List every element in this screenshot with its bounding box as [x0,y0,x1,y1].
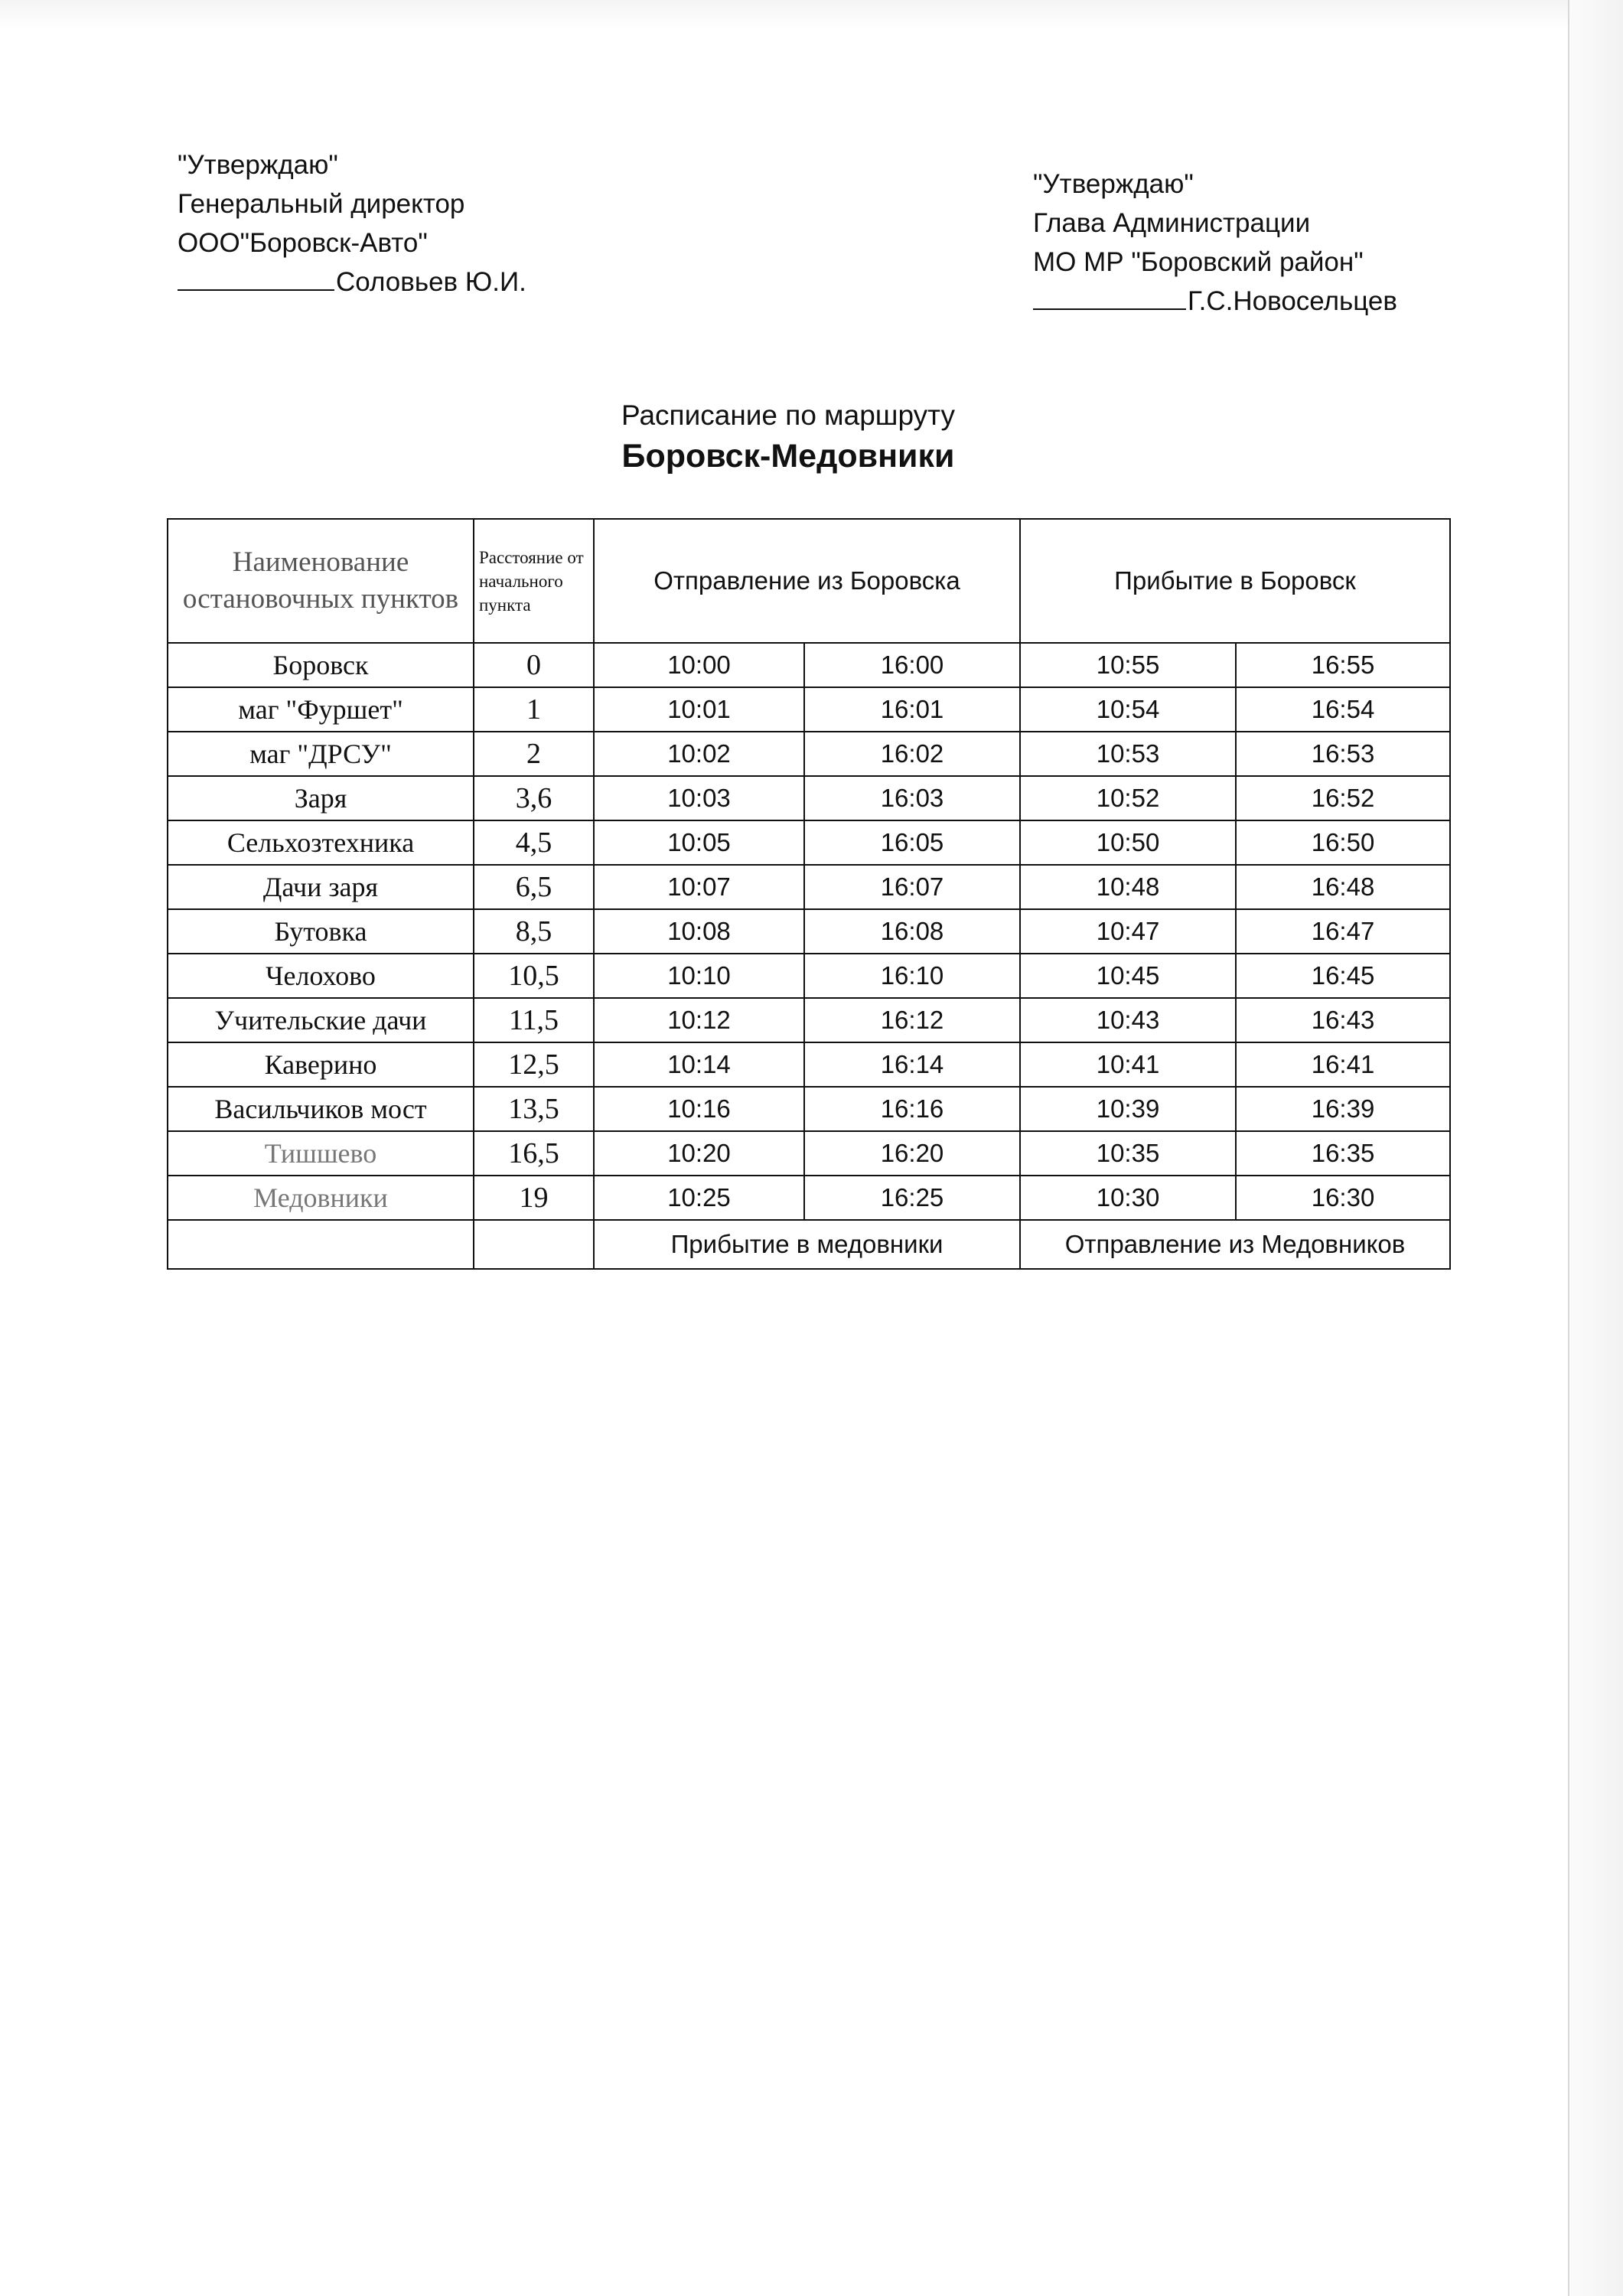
approval-block-left [178,145,526,302]
arrival-time-2: 16:52 [1236,776,1450,820]
header-arrival-borovsk: Прибытие в Боровск [1020,519,1450,643]
stop-name: Тишшево [168,1131,474,1176]
arrival-time-1: 10:30 [1020,1176,1236,1220]
stop-distance: 19 [474,1176,594,1220]
stop-name: Боровск [168,643,474,687]
footer-departure-medovniki: Отправление из Медовников [1020,1220,1450,1269]
arrival-time-2: 16:50 [1236,820,1450,865]
departure-time-2: 16:20 [804,1131,1020,1176]
departure-time-2: 16:08 [804,909,1020,954]
arrival-time-1: 10:41 [1020,1042,1236,1087]
stop-name: Учительские дачи [168,998,474,1042]
table-row [168,732,1450,776]
approval-right-signer: Г.С.Новосельцев [1188,286,1397,316]
stop-distance: 13,5 [474,1087,594,1131]
departure-time-1: 10:08 [594,909,804,954]
stop-name: Челохово [168,954,474,998]
arrival-time-2: 16:35 [1236,1131,1450,1176]
arrival-time-2: 16:41 [1236,1042,1450,1087]
approval-right-position: Глава Администрации [1033,208,1311,238]
departure-time-2: 16:14 [804,1042,1020,1087]
header-departure-borovsk: Отправление из Боровска [594,519,1020,643]
arrival-time-2: 16:48 [1236,865,1450,909]
departure-time-1: 10:20 [594,1131,804,1176]
table-row [168,1176,1450,1220]
departure-time-1: 10:16 [594,1087,804,1131]
arrival-time-2: 16:39 [1236,1087,1450,1131]
footer-arrival-medovniki: Прибытие в медовники [594,1220,1020,1269]
table-row [168,865,1450,909]
departure-time-2: 16:03 [804,776,1020,820]
arrival-time-1: 10:53 [1020,732,1236,776]
departure-time-2: 16:10 [804,954,1020,998]
arrival-time-2: 16:43 [1236,998,1450,1042]
arrival-time-2: 16:45 [1236,954,1450,998]
table-row [168,776,1450,820]
stop-name: Каверино [168,1042,474,1087]
stop-name: маг "Фуршет" [168,687,474,732]
approval-left-approve: "Утверждаю" [178,150,338,180]
footer-empty-cell [474,1220,594,1269]
stop-name: маг "ДРСУ" [168,732,474,776]
arrival-time-1: 10:35 [1020,1131,1236,1176]
arrival-time-1: 10:55 [1020,643,1236,687]
departure-time-1: 10:05 [594,820,804,865]
departure-time-1: 10:07 [594,865,804,909]
arrival-time-1: 10:54 [1020,687,1236,732]
stop-name: Медовники [168,1176,474,1220]
table-row [168,643,1450,687]
departure-time-1: 10:10 [594,954,804,998]
stop-name: Дачи заря [168,865,474,909]
stop-name: Сельхозтехника [168,820,474,865]
schedule-title: Расписание по маршруту [621,400,955,431]
table-footer-row [168,1220,1450,1269]
approval-block-right [1033,165,1397,321]
signature-line [1033,308,1186,310]
approval-left-organization: ООО"Боровск-Авто" [178,228,428,258]
arrival-time-2: 16:53 [1236,732,1450,776]
arrival-time-2: 16:30 [1236,1176,1450,1220]
table-row [168,1042,1450,1087]
departure-time-2: 16:12 [804,998,1020,1042]
approval-right-approve: "Утверждаю" [1033,169,1194,199]
departure-time-1: 10:03 [594,776,804,820]
arrival-time-2: 16:54 [1236,687,1450,732]
departure-time-2: 16:07 [804,865,1020,909]
departure-time-2: 16:02 [804,732,1020,776]
scan-right-edge [1568,0,1623,2296]
table-row [168,687,1450,732]
approval-right-signature [1033,282,1397,321]
approval-right-organization: МО МР "Боровский район" [1033,247,1364,277]
stop-distance: 12,5 [474,1042,594,1087]
arrival-time-1: 10:43 [1020,998,1236,1042]
departure-time-1: 10:00 [594,643,804,687]
approval-left-signature [178,263,526,302]
stop-distance: 0 [474,643,594,687]
departure-time-2: 16:01 [804,687,1020,732]
departure-time-1: 10:02 [594,732,804,776]
arrival-time-2: 16:47 [1236,909,1450,954]
stop-distance: 1 [474,687,594,732]
stop-distance: 10,5 [474,954,594,998]
schedule-table [167,518,1451,1270]
header-distance: Расстояние от начального пункта [474,519,594,643]
stop-name: Заря [168,776,474,820]
departure-time-1: 10:12 [594,998,804,1042]
table-row [168,998,1450,1042]
stop-distance: 3,6 [474,776,594,820]
table-row [168,1087,1450,1131]
arrival-time-1: 10:48 [1020,865,1236,909]
departure-time-1: 10:14 [594,1042,804,1087]
scan-top-shadow [0,0,1623,29]
table-row [168,954,1450,998]
departure-time-2: 16:00 [804,643,1020,687]
table-row [168,1131,1450,1176]
arrival-time-1: 10:39 [1020,1087,1236,1131]
stop-distance: 11,5 [474,998,594,1042]
stop-distance: 6,5 [474,865,594,909]
stop-name: Бутовка [168,909,474,954]
route-title: Боровск-Медовники [621,438,955,475]
arrival-time-1: 10:45 [1020,954,1236,998]
departure-time-2: 16:16 [804,1087,1020,1131]
arrival-time-1: 10:50 [1020,820,1236,865]
departure-time-1: 10:01 [594,687,804,732]
arrival-time-1: 10:52 [1020,776,1236,820]
table-row [168,909,1450,954]
footer-empty-cell [168,1220,474,1269]
stop-distance: 4,5 [474,820,594,865]
stop-distance: 2 [474,732,594,776]
stop-distance: 16,5 [474,1131,594,1176]
approval-left-signer: Соловьев Ю.И. [336,267,526,297]
table-row [168,820,1450,865]
stop-name: Васильчиков мост [168,1087,474,1131]
departure-time-2: 16:05 [804,820,1020,865]
arrival-time-1: 10:47 [1020,909,1236,954]
departure-time-2: 16:25 [804,1176,1020,1220]
stop-distance: 8,5 [474,909,594,954]
signature-line [178,289,334,291]
departure-time-1: 10:25 [594,1176,804,1220]
header-stop-name: Наименование остановочных пунктов [168,519,474,643]
table-header-row [168,519,1450,643]
arrival-time-2: 16:55 [1236,643,1450,687]
approval-left-position: Генеральный директор [178,189,465,219]
